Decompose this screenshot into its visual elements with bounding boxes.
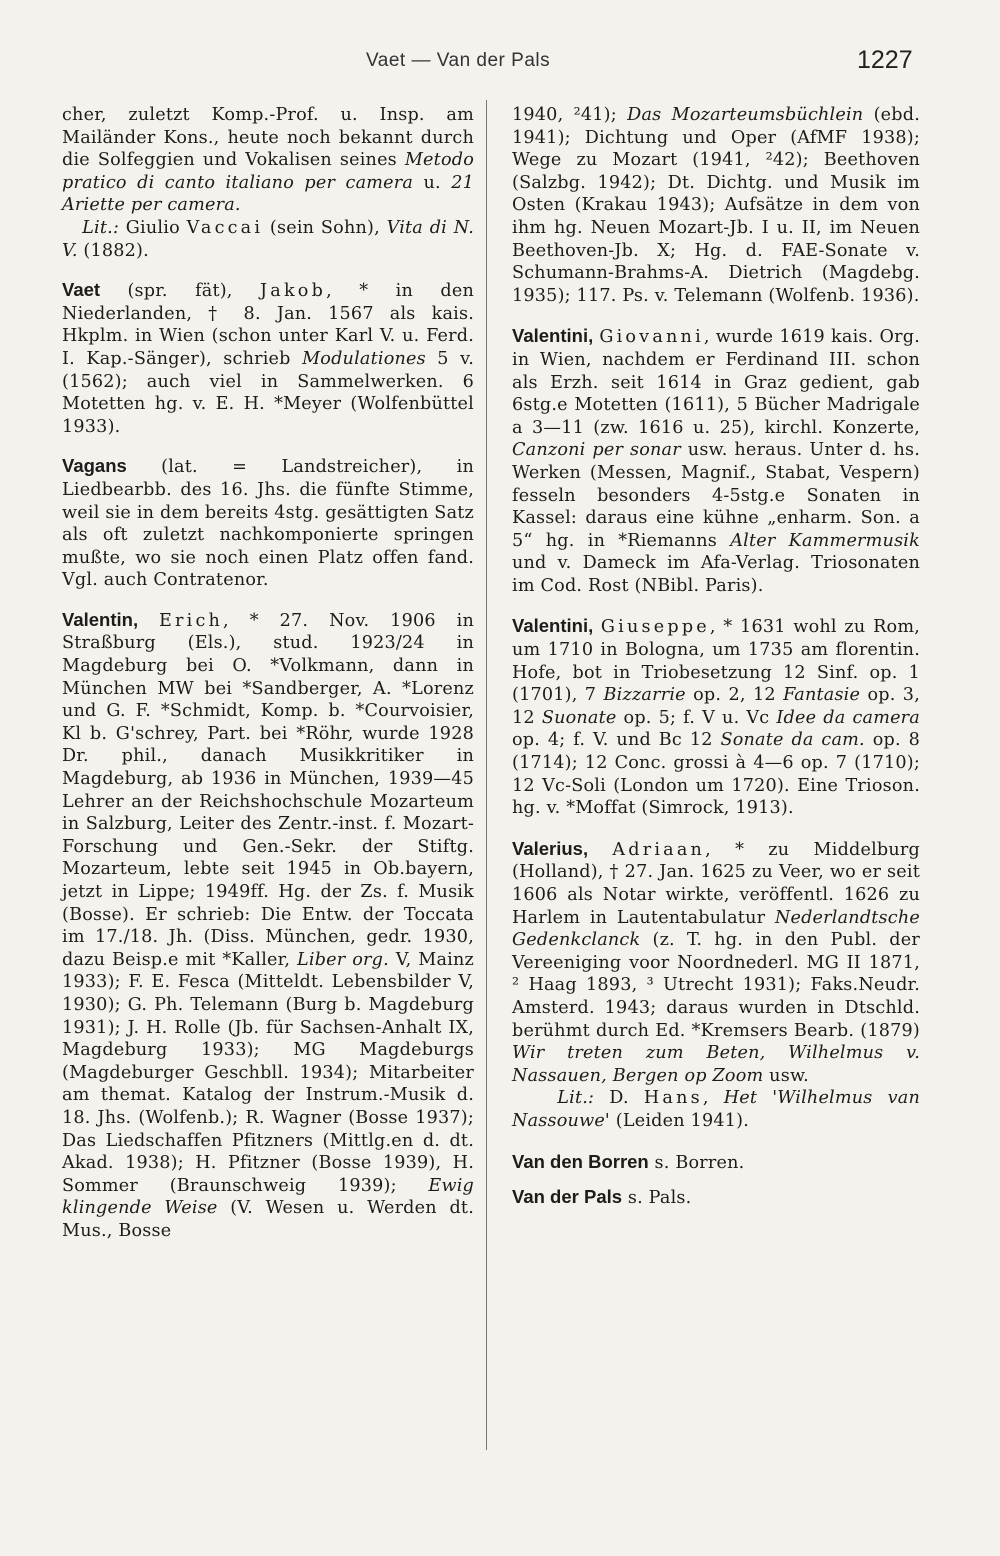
entry-valentini-giuseppe (512, 615, 920, 819)
headword: Van der Pals (512, 1186, 623, 1208)
left-column (62, 104, 474, 1260)
entry-valerius (512, 838, 920, 1088)
person-name: Adriaan (612, 839, 706, 860)
entry-text: cher, zuletzt Komp.-Prof. u. Insp. am Mailänder Kons., heute noch bekannt durch die Solfeggien und Vokalisen seines (62, 105, 474, 171)
person-name: Jakob (260, 281, 327, 302)
entry-text: op. 5; f. V u. Vc (616, 707, 777, 728)
headword: Valentin, (62, 608, 139, 630)
entry-text: (spr. fät), (100, 281, 260, 302)
work-title: Ewig klingende Weise (62, 1175, 474, 1219)
entry-text: op. 3, 12 (512, 685, 920, 728)
entry-text: , * 27. Nov. 1906 in Straßburg (Els.), stud. 1923/24 in Magdeburg bei O. *Volkmann, dann in München MW bei *Sandberger, A. *Lorenz und G. F. *Schmidt, Komp. b. *Courvoisier, Kl b. G'schrey, Part. bei *Röhr, wurde 1928 Dr. phil., danach Musikkritiker in Magdeburg, ab 1936 in München, 1939—45 Lehrer an der Reichshochschule Mozarteum in Salzburg, Leiter des Zentr.-inst. f. Mozart-Forschung und Gen.-Sekr. der Stiftg. Mozarteum, lebte seit 1945 in Ob.bayern, jetzt in Lippe; 1949ff. Hg. der Zs. f. Musik (Bosse). Er schrieb: Die Entw. der Toccata im 17./18. Jh. (Diss. München, gedr. 1930, dazu Beisp.e mit *Kaller, (62, 610, 474, 970)
headword: Valerius, (512, 837, 589, 859)
work-title: Idee da camera (776, 707, 920, 728)
entry-text: , wurde 1619 kais. Org. in Wien, nachdem er Ferdinand III. schon als Erzh. seit 1614 in Graz gedient, gab 6stg.e Motetten (1611), 5 Bücher Madrigale a 3—11 (zw. 1616 u. 25), kirchl. Konzerte, (512, 327, 920, 438)
entry-text: V, Mainz 1933); F. E. Fesca (Mitteldt. Lebensbilder V, 1930); G. Ph. Telemann (Burg b. Magdeburg 1931); J. H. Rolle (Jb. für Sachsen-Anhalt IX, Magdeburg 1933); MG Magdeburgs (Magdeburger Geschbll. 1934); Mitarbeiter am themat. Katalog der Instrum.-Musik d. 18. Jhs. (Wolfenb.); R. Wagner (Bosse 1937); Das Liedschaffen Pfitzners (Mittlg.en d. dt. Akad. 1938); H. Pfitzner (Bosse 1939), H. Sommer (Braunschweig 1939); (62, 949, 474, 1196)
lit-label: Lit.: (82, 217, 120, 238)
entry-text: usw. heraus. Unter d. hs. Werken (Messen, Magnif., Stabat, Vespern) fesseln besonders 4-5stg.e Sonaten in Kassel: daraus eine kühne „enharm. Son. a 5“ hg. in *Riemanns (512, 440, 921, 551)
column-divider (486, 100, 487, 1450)
work-title: Wir treten zum Beten, Wilhelmus v. Nassauen, Bergen op Zoom (512, 1043, 920, 1086)
entry-valentini-giovanni (512, 325, 920, 597)
entry-text: (sein Sohn), (263, 217, 387, 238)
entry-text: (z. T. hg. in den Publ. der Vereeniging voor Noordnederl. MG II 1871, ² Haag 1893, ³ Utrecht 1931); Faks.Neudr. Amsterd. 1943; daraus wurden in Dtschld. berühmt durch Ed. *Kremsers Bearb. (1879) (512, 930, 920, 1041)
entry-text: 1940, ²41); (512, 105, 628, 125)
entry-valentin (62, 609, 474, 1243)
author-name: Vaccai (186, 217, 264, 238)
headword: Vaet (62, 279, 101, 301)
work-title: Suonate (541, 707, 617, 728)
entry-valentin-continued (512, 104, 920, 307)
right-column (512, 104, 920, 1222)
entry-text: op. 4; f. V. und Bc 12 (512, 730, 721, 751)
work-title: Het 'Wilhelmus van Nassouwe' (512, 1088, 920, 1131)
entry-text: op. 8 (1714); 12 Conc. grossi à 4—6 op. 7 (1710); 12 Vc-Soli (London um 1720). Eine Trioson. hg. v. *Moffat (Simrock, 1913). (512, 730, 920, 819)
lit-label: Lit.: (557, 1088, 595, 1109)
work-title: Liber org. (297, 949, 389, 970)
person-name: Giovanni (599, 327, 704, 348)
person-name: Giuseppe (600, 617, 710, 638)
running-title: Vaet — Van der Pals (366, 50, 551, 71)
entry-text: 5 v. (1562); auch viel in Sammelwerken. 6 Motetten hg. v. E. H. *Meyer (Wolfenbüttel 1933). (62, 348, 475, 437)
entry-van-den-borren (512, 1151, 920, 1175)
cross-reference: s. Borren. (648, 1152, 745, 1173)
entry-text: , * zu Middelburg (Holland), † 27. Jan. 1625 zu Veer, wo er seit 1606 als Notar wirkte, veröffentl. 1626 zu Harlem in Lautentabulatur (512, 839, 921, 928)
entry-text: Giulio (119, 217, 187, 238)
work-title: Fantasie (783, 685, 861, 706)
entry-text: (Leiden 1941). (609, 1110, 749, 1131)
work-title: Modulationes (302, 348, 426, 369)
entry-text: D. (594, 1088, 644, 1109)
entry-text: (1882). (77, 240, 149, 261)
work-title: Nederlandtsche Gedenkclanck (512, 907, 920, 951)
work-title: Alter Kammermusik (730, 530, 920, 551)
entry-vaet (62, 279, 474, 438)
literature-vaccai (62, 217, 474, 262)
work-title: 21 Ariette per camera. (62, 172, 475, 216)
work-title: Sonate da cam. (720, 730, 865, 751)
entry-text: , * in den Niederlanden, † 8. Jan. 1567 als kais. Hkplm. in Wien (schon unter Karl V. u. Ferd. I. Kap.-Sänger), schrieb (62, 281, 474, 369)
work-title: Canzoni per sonar (512, 440, 681, 461)
work-title: Das Mozarteumsbüchlein (627, 105, 864, 125)
entry-text: (lat. = Landstreicher), in Liedbearbb. des 16. Jhs. die fünfte Stimme, weil sie in dem bereits 4stg. gesättigten Satz als oft zuletzt nachkomponierte springen mußte, wo sie noch einen Platz offen fand. Vgl. auch Contratenor. (62, 457, 474, 591)
headword: Valentini, (512, 615, 594, 637)
entry-text: u. (413, 172, 452, 193)
author-name: Hans (643, 1088, 703, 1109)
entry-text: (ebd. 1941); Dichtung und Oper (AfMF 1938); Wege zu Mozart (1941, ²42); Beethoven (Salzbg. 1942); Dt. Dichtg. und Musik im Osten (Krakau 1943); Aufsätze in dem von ihm hg. Neuen Mozart-Jb. I u. II, im Neuen Beethoven-Jb. X; Hg. d. FAE-Sonate v. Schumann-Brahms-A. Dietrich (Magdebg. 1935); 117. Ps. v. Telemann (Wolfenb. 1936). (512, 105, 921, 306)
headword: Vagans (62, 455, 127, 477)
entry-van-der-pals (512, 1186, 920, 1210)
entry-vaccai-continued (62, 104, 474, 217)
running-head (0, 48, 1000, 78)
work-title: Bizzarrie (603, 685, 686, 706)
headword: Valentini, (512, 325, 594, 347)
entry-text: (V. Wesen u. Werden dt. Mus., Bosse (62, 1198, 474, 1241)
entry-text: usw. (763, 1065, 809, 1086)
entry-text: , (702, 1088, 724, 1109)
literature-valerius (512, 1087, 920, 1132)
cross-reference: s. Pals. (622, 1188, 692, 1209)
person-name: Erich (158, 610, 224, 631)
entry-text: , * 1631 wohl zu Rom, um 1710 in Bologna, um 1735 am florentin. Hofe, bot in Triobesetzung 12 Sinf. op. 1 (1701), 7 (512, 617, 920, 706)
headword: Van den Borren (512, 1150, 649, 1172)
work-title: Vita di N. V. (62, 217, 474, 261)
work-title: Metodo pratico di canto italiano per camera (62, 150, 474, 193)
entry-text: und v. Dameck im Afa-Verlag. Triosonaten im Cod. Rost (NBibl. Paris). (512, 553, 920, 596)
entry-text: op. 2, 12 (685, 685, 784, 706)
page-number: 1227 (857, 46, 913, 74)
entry-vagans (62, 455, 474, 592)
